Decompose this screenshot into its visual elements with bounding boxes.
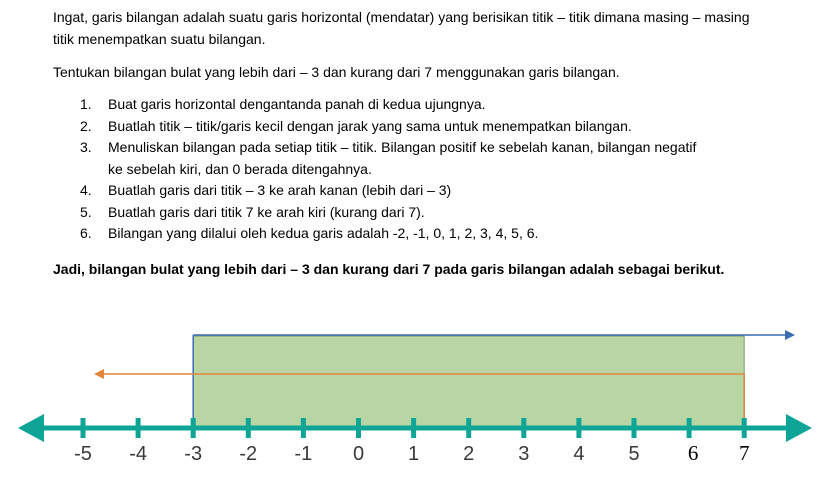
list-item (53, 116, 703, 138)
step-text: Buatlah garis dari titik 7 ke arah kiri (kurang dari 7). (108, 203, 425, 220)
step-number: 1. (80, 96, 92, 112)
task-paragraph: Tentukan bilangan bulat yang lebih dari – 3 dan kurang dari 7 menggunakan garis bilangan. (53, 64, 620, 80)
axis-tick (81, 418, 86, 438)
axis-tick-label: -2 (239, 443, 258, 465)
list-item (53, 202, 703, 224)
axis-tick (246, 418, 251, 438)
axis-tick (411, 418, 416, 438)
axis-tick (632, 418, 637, 438)
axis-tick-label: -1 (294, 443, 313, 465)
axis-tick (521, 418, 526, 438)
axis-tick (687, 418, 692, 438)
list-item (53, 223, 703, 245)
intro-paragraph: Ingat, garis bilangan adalah suatu garis horizontal (mendatar) yang berisikan titik – titik dimana masing – masing titik menempatkan suatu bilangan. (53, 9, 750, 47)
axis-tick (191, 418, 196, 438)
list-item (53, 94, 703, 116)
axis-tick-label: 4 (573, 443, 585, 465)
axis-tick-label: 3 (518, 443, 530, 465)
axis-tick-label: 2 (463, 443, 475, 465)
axis-tick-labels (74, 441, 749, 465)
axis-tick (356, 418, 361, 438)
axis-tick-label: 5 (628, 443, 640, 465)
step-text: Buat garis horizontal dengantanda panah di kedua ujungnya. (108, 96, 486, 112)
step-text: Buatlah titik – titik/garis kecil dengan jarak yang sama untuk menempatkan bilangan. (108, 117, 632, 134)
axis-tick-label: 0 (352, 443, 365, 465)
conclusion-text: Jadi, bilangan bulat yang lebih dari – 3 dan kurang dari 7 pada garis bilangan adalah sebagai berikut. (53, 261, 725, 277)
solution-shaded-region (193, 336, 744, 428)
step-number: 3. (80, 139, 92, 155)
step-text: Buatlah garis dari titik – 3 ke arah kanan (lebih dari – 3) (108, 182, 452, 198)
axis-tick (301, 418, 306, 438)
axis-tick-label: 1 (408, 443, 420, 465)
list-item (53, 180, 703, 202)
axis-tick-label: -5 (74, 443, 92, 465)
axis-right-arrow-icon (786, 414, 812, 442)
number-line-figure (0, 320, 825, 490)
axis-left-arrow-icon (18, 414, 44, 442)
axis-tick (576, 418, 581, 438)
axis-tick-label: 6 (687, 441, 699, 465)
less-than-arrowhead-icon (94, 369, 104, 379)
steps-list (53, 94, 703, 245)
axis-tick (742, 418, 747, 438)
axis-tick-label: -4 (129, 443, 147, 465)
axis-tick (466, 418, 471, 438)
step-text: Bilangan yang dilalui oleh kedua garis adalah -2, -1, 0, 1, 2, 3, 4, 5, 6. (108, 225, 539, 241)
greater-than-arrowhead-icon (785, 330, 795, 340)
step-number: 4. (80, 182, 92, 198)
axis-tick-label: -3 (184, 443, 203, 465)
step-text: Menuliskan bilangan pada setiap titik – titik. Bilangan positif ke sebelah kanan, bilangan negatif ke sebelah kiri, dan 0 berada ditengahnya. (108, 139, 697, 177)
list-item (53, 137, 703, 180)
axis-tick (136, 418, 141, 438)
step-number: 2. (80, 117, 92, 134)
step-number: 6. (80, 225, 92, 241)
axis-tick-label: 7 (738, 441, 750, 465)
step-number: 5. (80, 203, 92, 220)
